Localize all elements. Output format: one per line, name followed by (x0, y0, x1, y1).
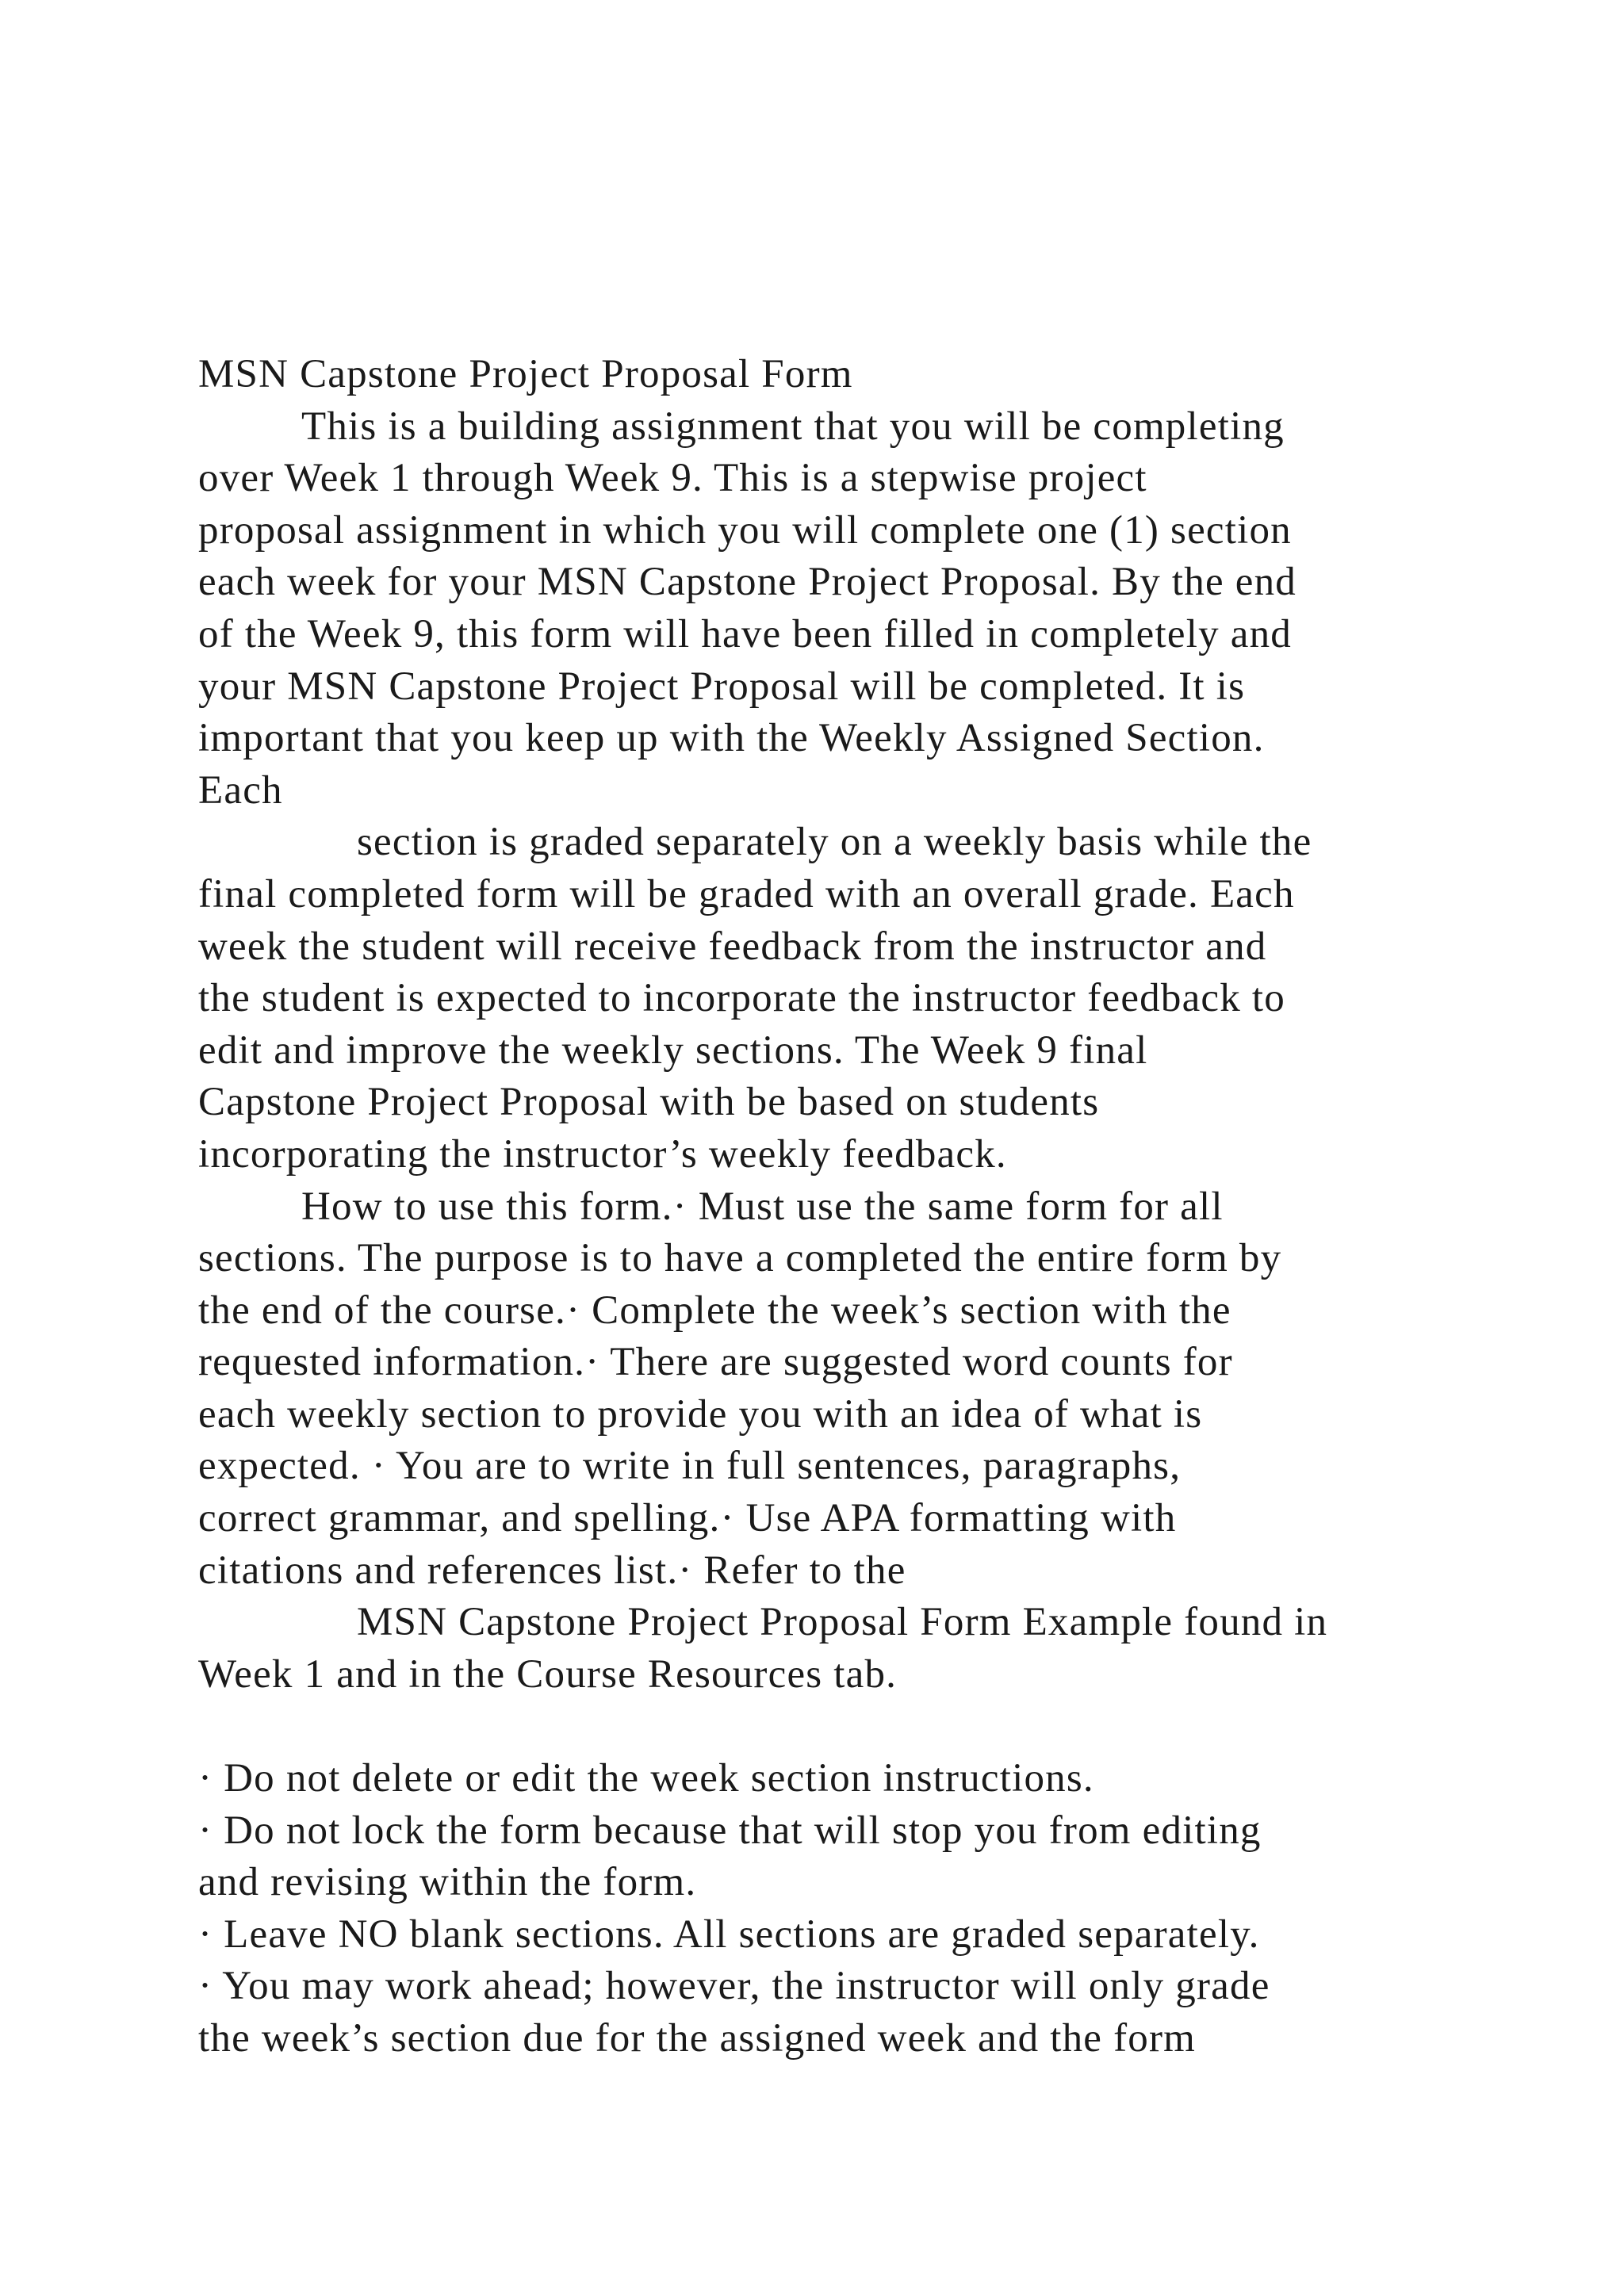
paragraph-line: Capstone Project Proposal with be based on students (198, 1080, 1100, 1125)
bullet-continuation-line: and revising within the form. (198, 1860, 697, 1905)
paragraph-line: each weekly section to provide you with an idea of what is (198, 1391, 1203, 1437)
blank-line (198, 1701, 1499, 1753)
paragraph-line: Week 1 and in the Course Resources tab. (198, 1651, 898, 1697)
paragraph-line: over Week 1 through Week 9. This is a stepwise project (198, 456, 1147, 501)
paragraph-line: expected. · You are to write in full sentences, paragraphs, (198, 1444, 1182, 1489)
paragraph-line: correct grammar, and spelling.· Use APA formatting with (198, 1496, 1177, 1541)
paragraph-line: incorporating the instructor’s weekly feedback. (198, 1131, 1007, 1177)
paragraph-line: each week for your MSN Capstone Project Proposal. By the end (198, 560, 1297, 605)
paragraph-line: week the student will receive feedback from the instructor and (198, 924, 1267, 969)
document-title: MSN Capstone Project Proposal Form (198, 352, 853, 396)
paragraph-line: How to use this form.· Must use the same form for all (301, 1184, 1224, 1229)
paragraph-line: This is a building assignment that you will be completing (301, 404, 1285, 449)
bullet-line: · Do not delete or edit the week section instructions. (198, 1756, 1094, 1801)
paragraph-line: your MSN Capstone Project Proposal will be completed. It is (198, 664, 1246, 709)
document-body (198, 349, 1499, 2065)
bullet-continuation-line: the week’s section due for the assigned week and the form (198, 2016, 1197, 2061)
paragraph-line: Each (198, 767, 283, 813)
paragraph-line: final completed form will be graded with an overall grade. Each (198, 871, 1295, 916)
paragraph-line: edit and improve the weekly sections. The Week 9 final (198, 1027, 1148, 1073)
paragraph-line: proposal assignment in which you will complete one (1) section (198, 507, 1292, 553)
paragraph-line: citations and references list.· Refer to the (198, 1548, 906, 1593)
paragraph-line: the student is expected to incorporate the instructor feedback to (198, 976, 1285, 1021)
paragraph-line: important that you keep up with the Weekly Assigned Section. (198, 716, 1265, 761)
bullet-line: · Leave NO blank sections. All sections are graded separately. (198, 1911, 1260, 1957)
paragraph-line: requested information.· There are suggested word counts for (198, 1340, 1233, 1385)
paragraph-line: the end of the course.· Complete the week’s section with the (198, 1288, 1231, 1333)
paragraph-line: of the Week 9, this form will have been filled in completely and (198, 611, 1292, 656)
paragraph-line: section is graded separately on a weekly basis while the (357, 820, 1312, 865)
bullet-line: · Do not lock the form because that will stop you from editing (198, 1808, 1262, 1853)
bullet-line: · You may work ahead; however, the instructor will only grade (198, 1964, 1270, 2009)
paragraph-line: sections. The purpose is to have a completed the entire form by (198, 1236, 1282, 1281)
paragraph-line: MSN Capstone Project Proposal Form Example found in (357, 1600, 1328, 1645)
